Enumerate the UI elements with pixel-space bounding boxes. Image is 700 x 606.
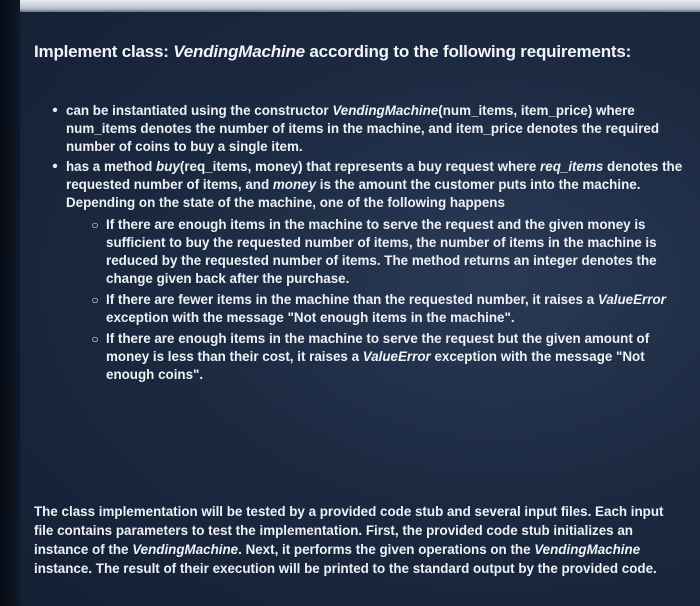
text-segment: If there are fewer items in the machine than the requested number, it raises a xyxy=(106,292,598,307)
italic-term: req_items xyxy=(540,159,604,174)
requirement-text xyxy=(66,159,682,210)
bullet-icon: • xyxy=(52,102,58,119)
sub-requirement-item xyxy=(90,216,685,288)
text-segment: (req_items, money) that represents a buy request where xyxy=(179,159,541,174)
text-segment: is the amount the customer puts into the machine. Depending on the state of the machine, one of the following happens xyxy=(66,177,641,210)
title-prefix: Implement class: xyxy=(34,42,174,61)
text-segment: (num_items, item_price) where num_items denotes the number of items in the machine, and item_price denotes the required number of coins to buy a single item. xyxy=(66,103,660,154)
italic-term: VendingMachine xyxy=(534,542,641,557)
bullet-icon: • xyxy=(52,158,58,175)
text-segment: instance. The result of their execution will be printed to the standard output by the provided code. xyxy=(34,561,657,576)
italic-term: buy xyxy=(156,159,180,174)
hollow-bullet-icon: ○ xyxy=(91,293,99,307)
italic-term: VendingMachine xyxy=(132,542,239,557)
text-segment: denotes the requested number of items, and xyxy=(66,159,683,192)
text-segment: has a method xyxy=(66,159,157,174)
testing-description-paragraph xyxy=(34,502,674,578)
problem-statement-panel xyxy=(20,12,700,606)
monitor-bezel xyxy=(0,0,20,606)
sub-requirement-text xyxy=(106,217,657,286)
sub-requirement-item xyxy=(90,330,685,384)
title-class-name: VendingMachine xyxy=(173,42,305,61)
text-segment: . Next, it performs the given operations on the xyxy=(238,542,535,557)
text-segment: exception with the message "Not enough coins". xyxy=(106,349,645,382)
text-segment: can be instantiated using the constructor xyxy=(66,103,333,118)
title-suffix: according to the following requirements: xyxy=(304,42,632,61)
requirements-list xyxy=(50,102,685,387)
hollow-bullet-icon: ○ xyxy=(91,218,99,232)
sub-requirements-list xyxy=(66,216,685,384)
hollow-bullet-icon: ○ xyxy=(91,332,99,346)
italic-term: ValueError xyxy=(362,349,431,364)
text-segment: If there are enough items in the machine to serve the request but the given amount of money is less than their cost, it raises a xyxy=(106,331,650,364)
text-segment: If there are enough items in the machine to serve the request and the given money is sufficient to buy the requested number of items, the number of items in the machine is reduced by the requested number of items. The method returns an integer denotes the change given back after the purchase. xyxy=(106,217,657,286)
requirement-text xyxy=(66,103,659,154)
italic-term: ValueError xyxy=(597,292,666,307)
sub-requirement-text xyxy=(106,292,666,325)
text-segment: exception with the message "Not enough items in the machine". xyxy=(106,310,515,325)
page-title xyxy=(34,42,684,62)
requirement-item xyxy=(50,102,685,156)
italic-term: money xyxy=(272,177,317,192)
requirement-item xyxy=(50,158,685,384)
sub-requirement-item xyxy=(90,291,685,327)
text-segment: The class implementation will be tested by a provided code stub and several input files. Each input file contains parameters to test the implementation. First, the provided code stub initializes an instance of the xyxy=(34,504,664,557)
italic-term: VendingMachine xyxy=(332,103,439,118)
sub-requirement-text xyxy=(106,331,649,382)
